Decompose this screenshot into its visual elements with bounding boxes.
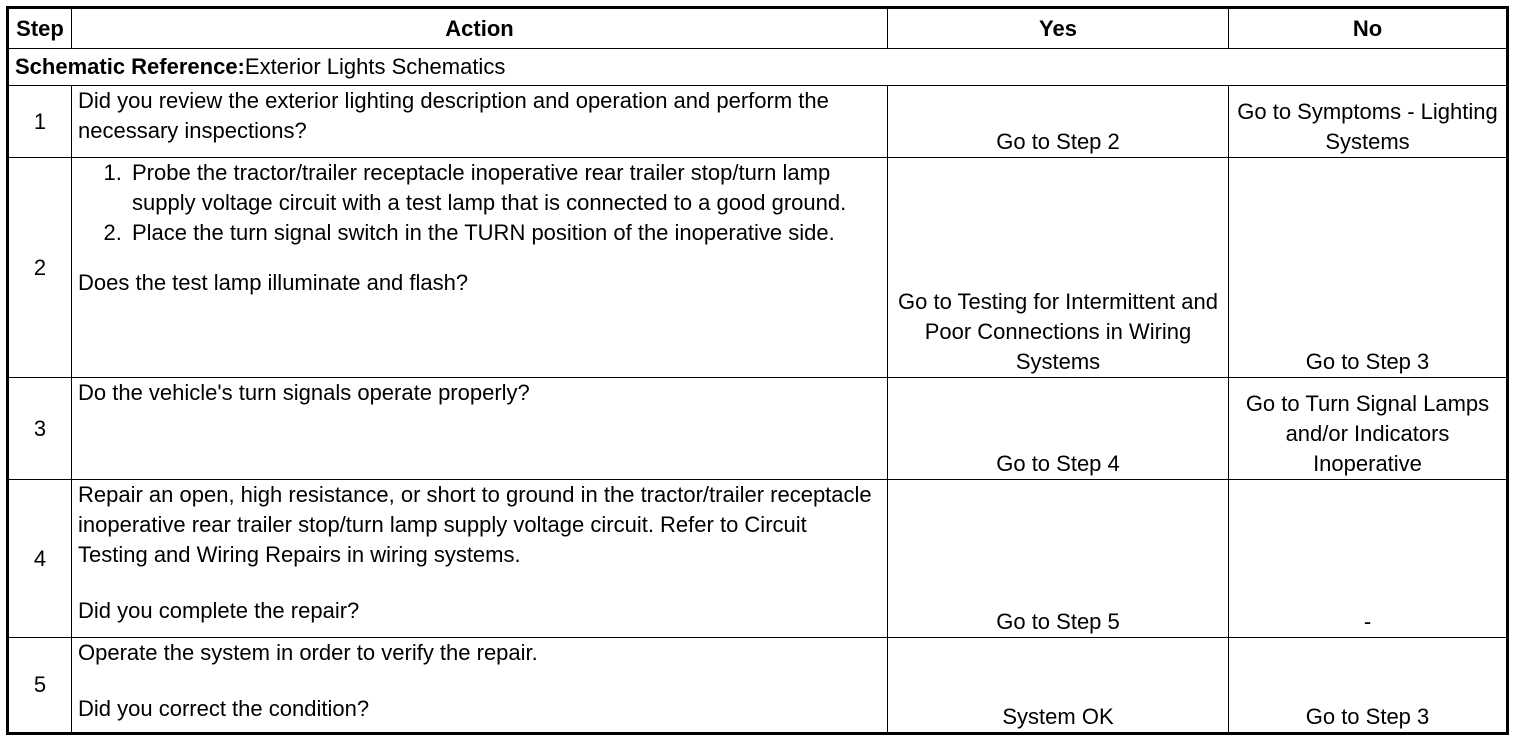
instruction-list [78, 158, 881, 248]
question-text: Did you complete the repair? [78, 598, 360, 623]
header-yes: Yes [888, 8, 1229, 49]
question-text: Does the test lamp illuminate and flash? [78, 270, 469, 295]
no-result[interactable]: Go to Turn Signal Lamps and/or Indicators Inoperative [1229, 378, 1508, 480]
yes-result[interactable]: Go to Step 5 [888, 480, 1229, 638]
step-number: 5 [8, 638, 72, 734]
schematic-reference-label: Schematic Reference: [15, 54, 245, 79]
yes-result[interactable]: Go to Step 4 [888, 378, 1229, 480]
step-number: 3 [8, 378, 72, 480]
instruction-item: 2. Place the turn signal switch in the TURN position of the inoperative side. [128, 218, 881, 248]
action-cell [72, 158, 888, 378]
yes-result[interactable]: Go to Testing for Intermittent and Poor Connections in Wiring Systems [888, 158, 1229, 378]
table-row [8, 638, 1508, 734]
step-number: 1 [8, 86, 72, 158]
action-cell [72, 480, 888, 638]
diagnostic-table [6, 6, 1509, 735]
question-text: Did you correct the condition? [78, 696, 370, 721]
table-row [8, 86, 1508, 158]
step-number: 4 [8, 480, 72, 638]
header-action: Action [72, 8, 888, 49]
no-result[interactable]: Go to Step 3 [1229, 158, 1508, 378]
yes-result[interactable]: System OK [888, 638, 1229, 734]
action-cell [72, 638, 888, 734]
table-row [8, 158, 1508, 378]
action-text: Did you review the exterior lighting description and operation and perform the necessary inspections? [72, 86, 888, 158]
no-result: - [1229, 480, 1508, 638]
schematic-reference [8, 49, 1508, 86]
header-row [8, 8, 1508, 49]
step-number: 2 [8, 158, 72, 378]
yes-result[interactable]: Go to Step 2 [888, 86, 1229, 158]
header-no: No [1229, 8, 1508, 49]
action-text: Operate the system in order to verify the repair. [78, 640, 538, 665]
schematic-reference-link[interactable]: Exterior Lights Schematics [244, 54, 506, 79]
header-step: Step [8, 8, 72, 49]
no-result[interactable]: Go to Step 3 [1229, 638, 1508, 734]
instruction-item: 1. Probe the tractor/trailer receptacle inoperative rear trailer stop/turn lamp supply voltage circuit with a test lamp that is connected to a good ground. [128, 158, 881, 218]
spacer [78, 668, 881, 694]
table-row [8, 378, 1508, 480]
spacer [78, 570, 881, 596]
table-row [8, 480, 1508, 638]
schematic-reference-row [8, 49, 1508, 86]
action-text: Repair an open, high resistance, or short to ground in the tractor/trailer receptacle inoperative rear trailer stop/turn lamp supply voltage circuit. Refer to Circuit Testing and Wiring Repairs in wiring systems. [78, 482, 872, 567]
action-text: Do the vehicle's turn signals operate properly? [72, 378, 888, 480]
no-result[interactable]: Go to Symptoms - Lighting Systems [1229, 86, 1508, 158]
